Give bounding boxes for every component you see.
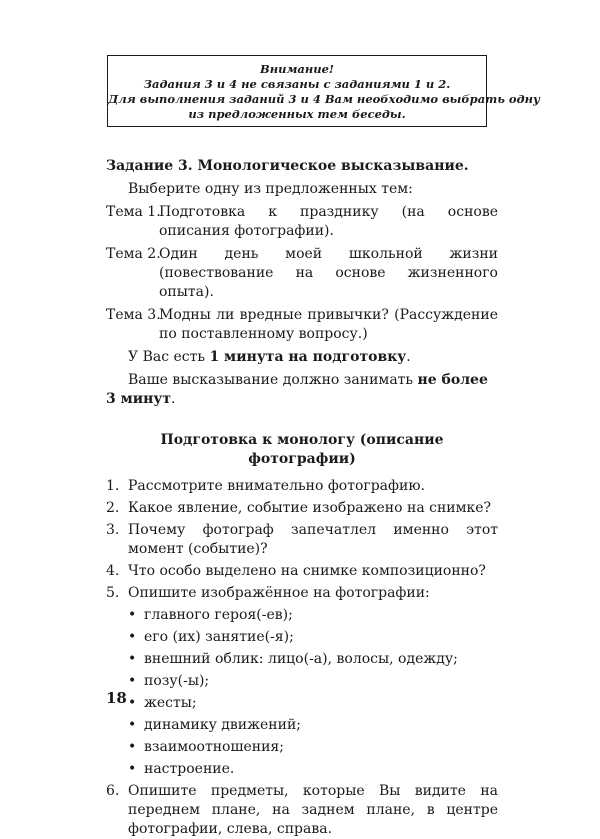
- bullet-item: • жесты;: [128, 695, 197, 711]
- task-content: [106, 157, 498, 839]
- bullet-icon: •: [128, 739, 137, 755]
- bullet-icon: •: [128, 629, 137, 645]
- item-text: Опишите изображённое на фотографии:: [128, 585, 430, 601]
- bullet-icon: •: [128, 607, 137, 623]
- topic-label: Тема 3.: [106, 307, 161, 323]
- item-text: Почему фотограф запечатлел именно этот момент (событие)?: [128, 522, 498, 557]
- notice-line: Для выполнения заданий 3 и 4 Вам необходимо выбрать одну: [108, 92, 540, 106]
- topic-text: Подготовка к празднику (на основе описания фотографии).: [159, 204, 498, 239]
- topic-label: Тема 2.: [106, 246, 161, 262]
- topic-text: Модны ли вредные привычки? (Рассуждение по поставленному вопросу.): [159, 307, 498, 342]
- list-item: [106, 521, 498, 559]
- prep-time-bold: 1 минута на подготовку: [209, 349, 407, 365]
- bullet-list: [128, 606, 498, 779]
- bullet-item: • главного героя(-ев);: [128, 607, 293, 623]
- topic-3: [106, 306, 498, 344]
- list-item: [106, 562, 498, 581]
- item-text: Рассмотрите внимательно фотографию.: [128, 478, 425, 494]
- topic-text: Один день моей школьной жизни (повествование на основе жизненного опыта).: [159, 246, 498, 300]
- bullet-icon: •: [128, 673, 137, 689]
- attention-notice-box: [107, 55, 540, 127]
- bullet-icon: •: [128, 761, 137, 777]
- topic-1: [106, 203, 498, 241]
- bullet-icon: •: [128, 695, 137, 711]
- bullet-item: • настроение.: [128, 761, 235, 777]
- notice-line: из предложенных тем беседы.: [188, 107, 406, 121]
- duration-bold: не более 3 минут: [106, 372, 488, 407]
- item-text: Опишите предметы, которые Вы видите на переднем плане, на заднем плане, в центре фотографии, слева, справа.: [128, 783, 498, 837]
- task3-heading: Задание 3. Монологическое высказывание.: [106, 158, 469, 174]
- topic-2: [106, 245, 498, 302]
- notice-line: Задания 3 и 4 не связаны с заданиями 1 и 2.: [143, 77, 451, 91]
- list-item: [106, 477, 498, 496]
- bullet-item: • позу(-ы);: [128, 673, 210, 689]
- list-item: [106, 584, 498, 603]
- item-text: Какое явление, событие изображено на снимке?: [128, 500, 492, 516]
- list-item: [106, 499, 498, 518]
- notice-title: Внимание!: [260, 62, 334, 76]
- preparation-title: Подготовка к монологу (описание фотографии): [160, 432, 444, 467]
- item-number: 3.: [106, 522, 120, 538]
- item-number: 1.: [106, 478, 120, 494]
- item-text: Что особо выделено на снимке композиционно?: [128, 563, 486, 579]
- list-item: [106, 782, 498, 839]
- item-number: 2.: [106, 500, 120, 516]
- duration-line: Ваше высказывание должно занимать не более 3 минут.: [106, 372, 488, 407]
- item-number: 4.: [106, 563, 120, 579]
- item-number: 5.: [106, 585, 120, 601]
- prep-time-line: У Вас есть 1 минута на подготовку.: [128, 349, 411, 365]
- bullet-item: • его (их) занятие(-я);: [128, 629, 294, 645]
- bullet-item: • внешний облик: лицо(-а), волосы, одежду;: [128, 651, 458, 667]
- bullet-icon: •: [128, 651, 137, 667]
- bullet-icon: •: [128, 717, 137, 733]
- page-number: 18: [106, 689, 127, 707]
- task3-instruction: Выберите одну из предложенных тем:: [128, 181, 413, 197]
- item-number: 6.: [106, 783, 120, 799]
- bullet-item: • динамику движений;: [128, 717, 301, 733]
- topic-label: Тема 1.: [106, 204, 161, 220]
- bullet-item: • взаимоотношения;: [128, 739, 284, 755]
